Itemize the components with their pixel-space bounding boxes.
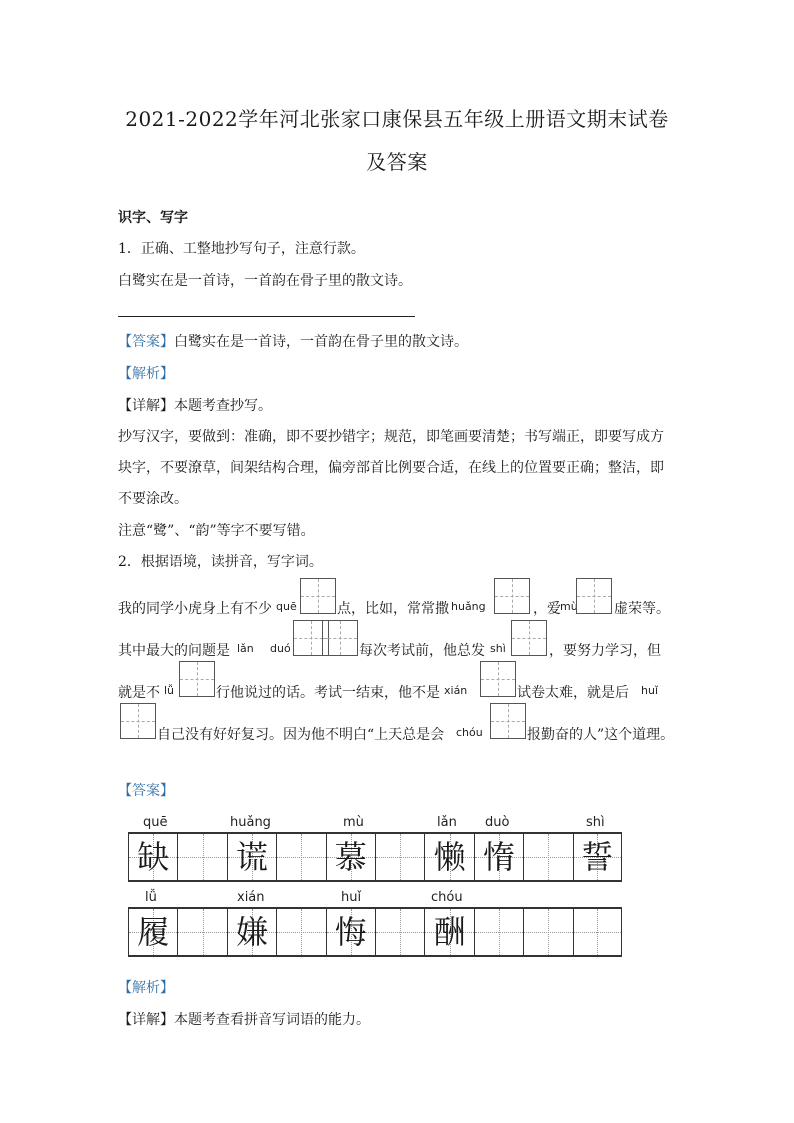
char-box[interactable] (480, 661, 516, 697)
grid-cell (424, 834, 473, 880)
q2-analysis-label: 【解析】 (118, 980, 174, 996)
grid-cell (375, 834, 424, 880)
pinyin-lan: lǎn (237, 642, 254, 655)
answer-pinyin: shì (586, 815, 605, 830)
answer-char: 嫌 (235, 913, 268, 951)
answer-char: 酬 (433, 913, 466, 951)
char-box[interactable] (179, 661, 215, 697)
grid-cell (128, 909, 177, 955)
char-box[interactable] (490, 703, 526, 739)
grid-cell (523, 909, 572, 955)
detail-label: 【详解】 (118, 1012, 174, 1028)
pinyin-duo: duó (270, 642, 291, 655)
q1-analysis-label: 【解析】 (118, 366, 174, 382)
grid-cell (424, 909, 473, 955)
answer-char: 悔 (334, 913, 367, 951)
grid-cell (227, 834, 276, 880)
answer-char: 懒 (433, 838, 466, 876)
q2-text: ，要努力学习，但 (549, 643, 661, 659)
q2-text: 报勤奋的人”这个道理。 (527, 727, 675, 743)
grid-cell (276, 834, 325, 880)
q1-para-line1: 抄写汉字，要做到：准确，即不要抄错字；规范，即笔画要清楚；书写端正，即要写成方 (118, 429, 664, 445)
q1-detail (118, 395, 272, 415)
grid-cell (326, 834, 375, 880)
answer-pinyin: chóu (431, 890, 463, 905)
detail-label: 【详解】 (118, 398, 174, 414)
answer-char: 誓 (581, 838, 614, 876)
q2-detail-text: 本题考查看拼音写词语的能力。 (174, 1012, 370, 1028)
grid-cell (474, 909, 523, 955)
q2-text: 就是不 (118, 685, 160, 701)
answer-char: 慕 (334, 838, 367, 876)
q1-sentence: 白鹭实在是一首诗，一首韵在骨子里的散文诗。 (118, 273, 412, 289)
pinyin-que: quē (276, 600, 297, 613)
pinyin-lv: lǚ (164, 684, 175, 697)
q1-stem: 1．正确、工整地抄写句子，注意行款。 (118, 241, 365, 257)
q2-text: 点，比如，常常撒 (337, 601, 449, 617)
grid-cell (326, 909, 375, 955)
q1-answer (118, 331, 468, 351)
q2-detail (118, 1009, 370, 1029)
grid-cell (573, 909, 622, 955)
grid-cell (227, 909, 276, 955)
char-box[interactable] (576, 578, 612, 614)
page-title-line2: 及答案 (366, 150, 428, 174)
char-box[interactable] (120, 703, 156, 739)
answer-pinyin: lǎn (437, 815, 457, 830)
char-box[interactable] (511, 620, 547, 656)
q2-text: 行他说过的话。考试一结束，他不是 (216, 685, 440, 701)
answer-char: 履 (137, 913, 170, 951)
grid-cell (474, 834, 523, 880)
pinyin-huang: huǎng (451, 600, 486, 613)
char-box[interactable] (300, 578, 336, 614)
answer-char: 谎 (235, 838, 268, 876)
grid-cell (523, 834, 572, 880)
q2-text: 虚荣等。 (614, 601, 670, 617)
q1-answer-text: 白鹭实在是一首诗，一首韵在骨子里的散文诗。 (174, 334, 468, 350)
q2-text: 其中最大的问题是 (118, 643, 230, 659)
pinyin-xian: xián (444, 684, 468, 697)
q2-text: 每次考试前，他总发 (359, 643, 485, 659)
answer-grid-row-2 (128, 907, 622, 957)
answer-pinyin: duò (485, 815, 510, 830)
q2-text: ，爱 (533, 601, 561, 617)
pinyin-shi: shì (490, 642, 506, 655)
q2-text: 我的同学小虎身上有不少 (118, 601, 272, 617)
answer-char: 惰 (482, 838, 515, 876)
answer-pinyin: quē (143, 815, 168, 830)
char-box[interactable] (322, 620, 358, 656)
grid-cell (177, 909, 226, 955)
q2-text: 自己没有好好复习。因为他不明白“上天总是会 (157, 727, 445, 743)
answer-char: 缺 (137, 838, 170, 876)
answer-pinyin: huǐ (341, 890, 362, 905)
q1-para-line2: 块字，不要潦草，间架结构合理，偏旁部首比例要合适，在线上的位置要正确；整洁，即 (118, 460, 664, 476)
grid-cell (573, 834, 622, 880)
answer-pinyin: mù (343, 815, 364, 830)
answer-label: 【答案】 (118, 334, 174, 350)
q1-detail-text: 本题考查抄写。 (174, 398, 272, 414)
pinyin-chou: chóu (456, 726, 483, 739)
pinyin-hui: huǐ (641, 684, 658, 697)
q2-text: 试卷太难，就是后 (517, 685, 629, 701)
q2-stem: 2．根据语境，读拼音，写字词。 (118, 554, 323, 570)
q2-answer-label: 【答案】 (118, 783, 174, 799)
section-heading: 识字、写字 (118, 210, 188, 226)
grid-cell (276, 909, 325, 955)
char-box[interactable] (494, 578, 530, 614)
answer-pinyin: huǎng (230, 815, 271, 830)
q1-answer-line[interactable] (118, 316, 415, 317)
answer-pinyin: lǚ (145, 890, 157, 905)
grid-cell (177, 834, 226, 880)
pinyin-mu: mù (560, 600, 578, 613)
grid-cell (128, 834, 177, 880)
q1-note: 注意“鹭”、“韵”等字不要写错。 (118, 523, 315, 539)
page-title: 2021-2022学年河北张家口康保县五年级上册语文期末试卷 (125, 107, 669, 131)
q1-para-line3: 不要涂改。 (118, 491, 188, 507)
answer-pinyin: xián (237, 890, 265, 905)
answer-grid-row-1 (128, 832, 622, 882)
grid-cell (375, 909, 424, 955)
